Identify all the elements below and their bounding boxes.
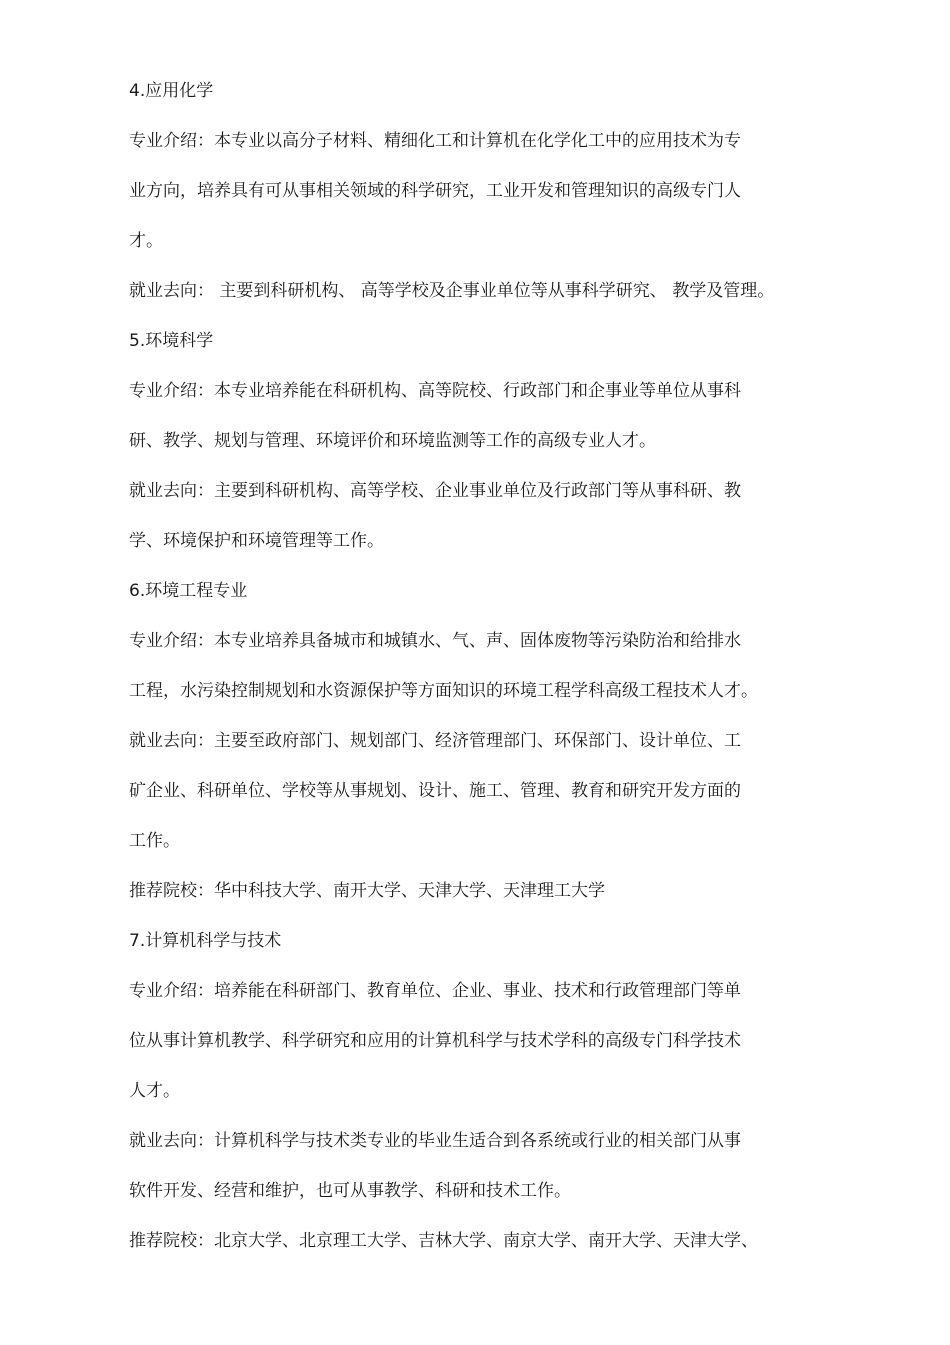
career-direction-line: 就业去向： 主要到科研机构、 高等学校及企事业单位等从事科学研究、 教学及管理。 — [129, 281, 775, 301]
major-intro-line: 工程，水污染控制规划和水资源保护等方面知识的环境工程学科高级工程技术人才。 — [129, 681, 758, 701]
section-heading-computer-science: 7.计算机科学与技术 — [129, 931, 282, 951]
major-intro-line: 专业介绍：本专业培养具备城市和城镇水、气、声、固体废物等污染防治和给排水 — [129, 631, 741, 651]
career-direction-line: 软件开发、经营和维护，也可从事教学、科研和技术工作。 — [129, 1181, 571, 1201]
career-direction-line: 矿企业、科研单位、学校等从事规划、设计、施工、管理、教育和研究开发方面的 — [129, 781, 741, 801]
recommended-schools-line: 推荐院校：北京大学、北京理工大学、吉林大学、南京大学、南开大学、天津大学、 — [129, 1231, 758, 1251]
major-intro-line: 专业介绍：本专业培养能在科研机构、高等院校、行政部门和企事业等单位从事科 — [129, 381, 741, 401]
major-intro-line: 专业介绍：本专业以高分子材料、精细化工和计算机在化学化工中的应用技术为专 — [129, 131, 741, 151]
career-direction-line: 就业去向：计算机科学与技术类专业的毕业生适合到各系统或行业的相关部门从事 — [129, 1131, 741, 1151]
career-direction-line: 就业去向：主要至政府部门、规划部门、经济管理部门、环保部门、设计单位、工 — [129, 731, 741, 751]
major-intro-line: 业方向，培养具有可从事相关领域的科学研究，工业开发和管理知识的高级专门人 — [129, 181, 741, 201]
career-direction-line: 就业去向：主要到科研机构、高等学校、企业事业单位及行政部门等从事科研、教 — [129, 481, 741, 501]
career-direction-line: 学、环境保护和环境管理等工作。 — [129, 531, 384, 551]
major-intro-line: 人才。 — [129, 1081, 180, 1101]
section-heading-applied-chemistry: 4.应用化学 — [129, 81, 214, 101]
major-intro-line: 专业介绍：培养能在科研部门、教育单位、企业、事业、技术和行政管理部门等单 — [129, 981, 741, 1001]
major-intro-line: 位从事计算机教学、科学研究和应用的计算机科学与技术学科的高级专门科学技术 — [129, 1031, 741, 1051]
recommended-schools-line: 推荐院校：华中科技大学、南开大学、天津大学、天津理工大学 — [129, 881, 605, 901]
major-intro-line: 研、教学、规划与管理、环境评价和环境监测等工作的高级专业人才。 — [129, 431, 656, 451]
section-heading-environmental-science: 5.环境科学 — [129, 331, 214, 351]
major-intro-line: 才。 — [129, 231, 163, 251]
section-heading-environmental-engineering: 6.环境工程专业 — [129, 581, 248, 601]
career-direction-line: 工作。 — [129, 831, 180, 851]
